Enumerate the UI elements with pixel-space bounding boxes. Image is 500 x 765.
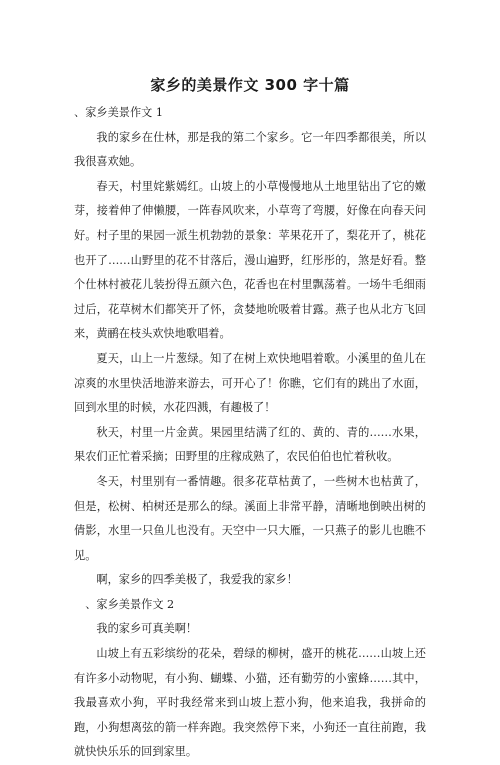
- paragraph: 夏天，山上一片葱绿。知了在树上欢快地唱着歌。小溪里的鱼儿在凉爽的水里快活地游来游去，可开心了！你瞧，它们有的跳出了水面，回到水里的时候，水花四溅，有趣极了！: [74, 351, 426, 415]
- paragraph: 我的家乡可真美啊！: [96, 622, 198, 636]
- paragraph: 冬天，村里别有一番情趣。很多花草枯黄了，一些树木也枯黄了，但是，松树、柏树还是那么的绿。溪面上非常平静，清晰地倒映出树的倩影，水里一只鱼儿也没有。天空中一只大雁，一只燕子的影儿也瞧不见。: [74, 474, 426, 562]
- paragraph: 秋天，村里一片金黄。果园里结满了红的、黄的、青的……水果，果农们正忙着采摘；田野里的庄稼成熟了，农民伯伯也忙着秋收。: [74, 425, 426, 464]
- paragraph: 山坡上有五彩缤纷的花朵，碧绿的柳树，盛开的桃花……山坡上还有许多小动物呢，有小狗、蝴蝶、小猫，还有勤劳的小蜜蜂……其中，我最喜欢小狗，平时我经常来到山坡上惹小狗，他来追我，我拼命的跑，小狗想离弦的箭一样奔跑。我突然停下来，小狗还一直往前跑，我就快快乐乐的回到家里。: [74, 647, 426, 759]
- paragraph: 春天，村里姹紫嫣红。山坡上的小草慢慢地从土地里钻出了它的嫩芽，接着伸了伸懒腰，一阵春风吹来，小草弯了弯腰，好像在向春天问好。村子里的果园一派生机勃勃的景象：苹果花开了，梨花开了，桃花也开了……山野里的花不甘落后，漫山遍野，红彤彤的，煞是好看。整个仕林村被花儿装扮得五颜六色，花香也在村里飘荡着。一场牛毛细雨过后，花草树木们都笑开了怀，贪婪地吮吸着甘露。燕子也从北方飞回来，黄鹂在枝头欢快地歌唱着。: [74, 179, 426, 341]
- document-body: [74, 101, 426, 765]
- paragraph: 啊，家乡的四季美极了，我爱我的家乡！: [96, 573, 298, 587]
- paragraph: 我的家乡在仕林，那是我的第二个家乡。它一年四季都很美，所以我很喜欢她。: [74, 130, 426, 169]
- section-heading: 、家乡美景作文 1: [74, 106, 163, 119]
- section-heading: 、家乡美景作文 2: [85, 597, 175, 611]
- page-title: 家乡的美景作文 300 字十篇: [150, 76, 350, 94]
